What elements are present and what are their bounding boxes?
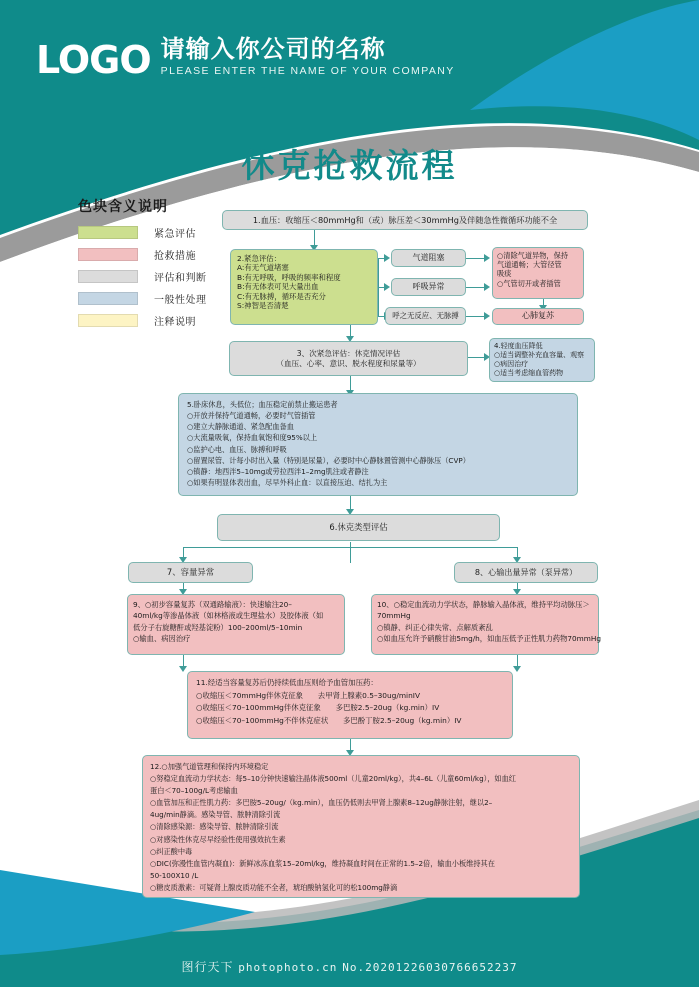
node-text-line: A:有无气道堵塞: [237, 263, 289, 273]
node-cpr: [492, 308, 584, 325]
node-text-line: 10、○稳定血流动力学状态，静脉输入晶体液，维持平均动脉压＞: [377, 600, 590, 609]
connector-2a-to-action: [466, 258, 486, 259]
arrow-2c-to-cpr: [484, 312, 490, 320]
node-text-line: ○纠正酸中毒: [150, 846, 193, 856]
node-text-line: ○病因治疗: [494, 359, 529, 368]
node-text-line: 蛋白＜70–100g/L考虑输血: [150, 786, 238, 796]
node-text-line: B:有无呼吸，呼吸的频率和程度: [237, 272, 341, 282]
node-text-line: ○收缩压＜70–100mmHg伴休克征象 多巴胺2.5–20ug（kg.min）IV: [196, 703, 440, 713]
node-text: 呼之无反应、无脉搏: [392, 311, 459, 321]
arrow-9-to-11: [179, 666, 187, 672]
node-text-line: 50-100X10 /L: [150, 870, 199, 880]
node-text-line: C:有无脉搏，循环是否充分: [237, 291, 326, 301]
node-airway-clearance-actions: [492, 247, 584, 299]
legend-item-label: 评估和判断: [154, 273, 207, 284]
node-text-line: 9、○初步容量复苏（双通路输液）：快速输注20–: [133, 600, 292, 609]
node-text: 8、心输出量异常（泵异常）: [474, 567, 578, 578]
node-text-line: 3、次紧急评估：休克情况评估: [296, 348, 401, 358]
node-6-shock-type-assessment: [217, 514, 500, 541]
node-text-line: ○清除感染源：感染导管、脓肿清除引流: [150, 822, 279, 832]
node-2-emergency-assessment: [230, 249, 378, 325]
legend-item-notes: [78, 313, 207, 328]
node-10-hemodynamic-stabilization: [371, 594, 599, 655]
node-2a-airway-obstruction: [391, 249, 466, 267]
node-text-line: 70mmHg: [377, 611, 411, 621]
legend-swatch: [78, 248, 138, 261]
poster-header: [0, 0, 699, 130]
footer-code: No.20201226030766652237: [342, 961, 518, 974]
legend-swatch: [78, 292, 138, 305]
legend-item-label: 紧急评估: [154, 229, 196, 240]
node-text-line: ○DIC(弥漫性血管内凝血)：新鲜冰冻血浆15–20ml/kg，维持凝血时间在正常的1.5–2倍，输血小板维持其在: [150, 858, 495, 868]
legend-swatch: [78, 314, 138, 327]
node-text-line: ○开放并保持气道通畅，必要时气管插管: [187, 411, 316, 421]
node-text-line: ○对感染性休克尽早经验性使用强效抗生素: [150, 834, 286, 844]
arrow-2-to-2a: [384, 254, 390, 262]
legend-swatch: [78, 270, 138, 283]
node-text-line: ○监护心电、血压、脉搏和呼吸: [187, 444, 287, 454]
node-text-line: ○气管切开或者插管: [497, 278, 561, 288]
node-4-mild-hypotension: [489, 338, 595, 382]
legend-item-label: 一般性处理: [154, 295, 207, 306]
footer-watermark: [0, 958, 699, 975]
node-text: 气道阻塞: [412, 252, 445, 262]
logo-row: [36, 35, 455, 82]
company-name-cn: 请输入你公司的名称: [160, 35, 386, 63]
node-text-line: 气道通畅；大管径管: [497, 260, 562, 270]
arrow-2a-to-action: [484, 254, 490, 262]
node-text-line: 40ml/kg等渗晶体液（如林格液或生理盐水）及胶体液（如: [133, 611, 324, 621]
node-text-line: ○努稳定血流动力学状态：每5–10分钟快速输注晶体液500ml（儿童20ml/kg），共4–6L（儿童60ml/kg），如血红: [150, 774, 516, 784]
node-2c-no-response-no-pulse: [385, 307, 466, 325]
connector-6-bus-horizontal: [183, 547, 517, 548]
node-text-line: 2.紧急评估：: [237, 254, 282, 263]
node-text-line: ○留置尿管、计每小时出入量（特别是尿量），必要时中心静脉置管测中心静脉压（CVP）: [187, 455, 470, 465]
legend-item-emergency-assessment: [78, 225, 207, 240]
node-text-line: ○镇静：地西泮5–10mg或劳拉西泮1–2mg肌注或者静注: [187, 466, 369, 476]
node-text: 7、容量异常: [166, 567, 215, 578]
node-text-line: ○收缩压＜70mmHg伴休克征象 去甲肾上腺素0.5–30ug/minIV: [196, 690, 421, 700]
connector-6-bus-down: [350, 542, 351, 563]
node-3-secondary-assessment: [229, 341, 468, 376]
node-7-volume-abnormality: [128, 562, 253, 583]
node-text-line: ○镇静、纠正心律失常、点解质紊乱: [377, 622, 493, 632]
node-text-line: ○适当调整补充血容量、观察: [494, 350, 585, 359]
legend-item-general-treatment: [78, 291, 207, 306]
node-8-cardiac-output-abnormality: [454, 562, 598, 583]
footer-brand: 图行天下: [181, 960, 234, 974]
node-text-line: B:有无体表可见大量出血: [237, 282, 319, 292]
node-text-line: ○输血、病因治疗: [133, 633, 191, 643]
node-text-line: （血压、心率、意识、脱水程度和尿量等）: [276, 358, 421, 368]
footer-site: photophoto.cn: [238, 961, 338, 974]
node-text-line: ○大流量吸氧，保持血氧饱和度95%以上: [187, 433, 318, 443]
node-text-line: ○清除气道异物，保持: [497, 251, 568, 260]
node-text-line: ○如果有明显体表出血，尽早外科止血：以直接压迫、结扎为主: [187, 478, 388, 488]
node-text: 心肺复苏: [522, 311, 554, 321]
node-2b-abnormal-breathing: [391, 278, 466, 296]
legend-item-label: 注释说明: [154, 317, 196, 328]
node-text-line: 4ug/min静滴。感染导管、脓肿清除引流: [150, 810, 281, 820]
node-text-line: ○糖皮质激素：可疑肾上腺皮质功能不全者，琥珀酸钠氢化可的松100mg静滴: [150, 882, 398, 892]
node-text-line: 4.轻度血压降低: [494, 342, 543, 350]
node-text-line: 低分子右旋糖酐或羟基淀粉）100–200ml/5–10min: [133, 622, 303, 632]
node-text-line: ○收缩压＜70–100mmHg不伴休克症状 多巴酚丁胺2.5–20ug（kg.min）IV: [196, 716, 462, 726]
node-text-line: 吸痰: [497, 269, 512, 279]
node-1-blood-pressure: [222, 210, 588, 230]
connector-2b-to-action: [466, 287, 486, 288]
node-text-line: ○建立大静脉通道、紧急配血备血: [187, 422, 294, 432]
logo-text: LOGO: [36, 38, 151, 82]
company-name-en: PLEASE ENTER THE NAME OF YOUR COMPANY: [160, 65, 455, 77]
node-12-airway-and-internal-environment: [142, 755, 580, 898]
node-9-initial-volume-resuscitation: [127, 594, 345, 655]
node-text-line: ○如血压允许予硝酸甘油5mg/h，如血压低予正性肌力药物70mmHg: [377, 633, 601, 643]
node-text: 呼吸异常: [412, 281, 445, 291]
node-text-line: 11.经适当容量复苏后仍持续低血压则给予血管加压药：: [196, 678, 378, 687]
node-text-line: ○适当考虑缩血管药物: [494, 368, 564, 377]
page-title: 休克抢救流程: [241, 146, 458, 185]
node-11-vasopressors: [187, 671, 513, 739]
node-text-line: 5.卧床休息，头低位；血压稳定前禁止搬运患者: [187, 400, 338, 409]
node-text-line: 12.○加强气道管理和保持内环境稳定: [150, 762, 269, 771]
node-text: 6.休克类型评估: [329, 522, 388, 533]
arrow-10-to-11: [513, 666, 521, 672]
legend-title: 色块含义说明: [78, 199, 168, 215]
arrow-2b-to-action: [484, 283, 490, 291]
node-text: 1.血压：收缩压＜80mmHg和（或）脉压差＜30mmHg及伴随急性微循环功能不全: [252, 214, 558, 225]
legend-swatch: [78, 226, 138, 239]
legend-item-evaluation-judgement: [78, 269, 207, 284]
connector-2c-to-cpr: [466, 316, 486, 317]
legend: [78, 196, 207, 335]
node-5-bed-rest-and-support: [178, 393, 578, 496]
arrow-2-to-2b: [384, 283, 390, 291]
legend-item-label: 抢救措施: [154, 251, 196, 262]
company-name-block: [161, 36, 455, 79]
node-text-line: S:神智是否清楚: [237, 301, 289, 311]
legend-item-rescue-measures: [78, 247, 207, 262]
node-text-line: ○血管加压和正性肌力药：多巴胺5–20ug/（kg.min），血压仍低则去甲肾上腺素8–12ug静脉注射，继以2–: [150, 798, 493, 808]
